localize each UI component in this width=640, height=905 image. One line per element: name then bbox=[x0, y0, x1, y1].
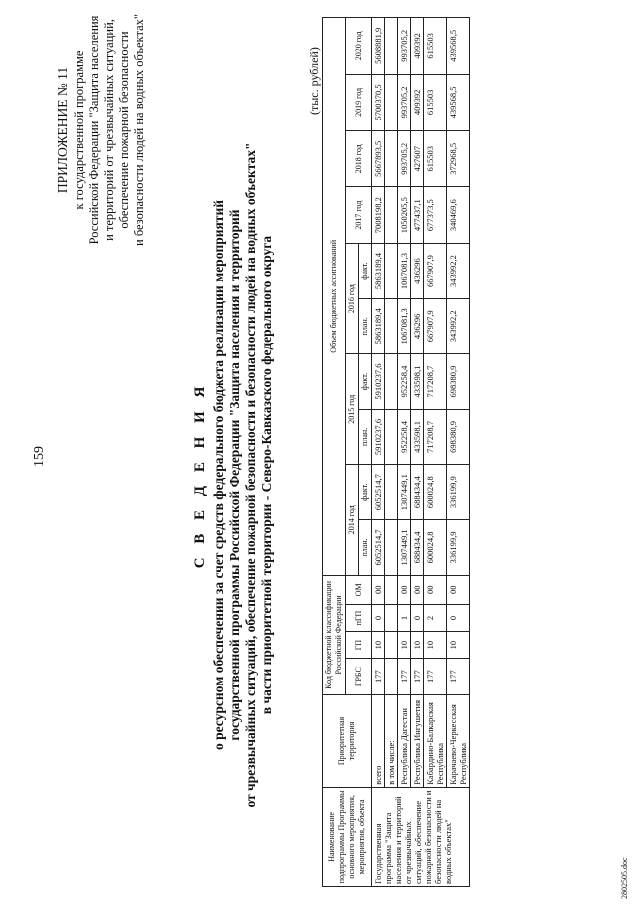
value-cell: 433598,1 bbox=[411, 409, 424, 464]
value-cell: 343992,2 bbox=[447, 299, 470, 354]
territory-cell: в том числе: bbox=[385, 695, 398, 788]
table-row bbox=[398, 18, 411, 887]
value-cell bbox=[385, 187, 398, 243]
om-cell: 00 bbox=[447, 575, 470, 604]
value-cell: 952258,4 bbox=[398, 409, 411, 464]
header-volume: Объем бюджетных ассигнований bbox=[323, 18, 346, 576]
table-row bbox=[411, 18, 424, 887]
value-cell: 615503 bbox=[424, 131, 447, 187]
value-cell: 409392 bbox=[411, 18, 424, 75]
value-cell bbox=[385, 465, 398, 520]
table-row bbox=[424, 18, 447, 887]
header-2017: 2017 год bbox=[346, 187, 372, 243]
value-cell: 5667893,5 bbox=[372, 131, 385, 187]
table-row bbox=[372, 18, 385, 887]
value-cell: 1307449,1 bbox=[398, 520, 411, 575]
territory-cell: Кабардино-Балкарская Республика bbox=[424, 695, 447, 788]
value-cell bbox=[385, 409, 398, 464]
pgp-cell bbox=[385, 604, 398, 631]
table-row bbox=[385, 18, 398, 887]
territory-cell: Республика Ингушетия bbox=[411, 695, 424, 788]
pgp-cell: 0 bbox=[372, 604, 385, 631]
appendix-line: Российской Федерации "Защита населения bbox=[87, 15, 101, 245]
value-cell: 5910237,6 bbox=[372, 409, 385, 464]
value-cell: 667907,9 bbox=[424, 299, 447, 354]
units-label: (тыс. рублей) bbox=[307, 47, 321, 115]
value-cell: 336199,9 bbox=[447, 520, 470, 575]
gp-cell: 10 bbox=[447, 632, 470, 659]
value-cell: 600024,8 bbox=[424, 465, 447, 520]
value-cell: 409392 bbox=[411, 74, 424, 130]
header-2020: 2020 год bbox=[346, 18, 372, 75]
pgp-cell: 0 bbox=[447, 604, 470, 631]
om-cell: 00 bbox=[372, 575, 385, 604]
heading-line: в части приоритетной территории - Северо-Кавказского федерального округа bbox=[259, 235, 274, 715]
om-cell: 00 bbox=[424, 575, 447, 604]
header-grbs: ГРБС bbox=[346, 659, 372, 695]
header-2015: 2015 год bbox=[346, 354, 359, 465]
value-cell: 427607 bbox=[411, 131, 424, 187]
gp-cell: 10 bbox=[411, 632, 424, 659]
value-cell: 433598,1 bbox=[411, 354, 424, 409]
value-cell: 5700370,5 bbox=[372, 74, 385, 130]
file-reference: 2802505.doc bbox=[620, 857, 629, 899]
pgp-cell: 0 bbox=[411, 604, 424, 631]
grbs-cell: 177 bbox=[411, 659, 424, 695]
grbs-cell: 177 bbox=[424, 659, 447, 695]
value-cell: 6052514,7 bbox=[372, 520, 385, 575]
appendix-line: и безопасности людей на водных объектах" bbox=[132, 14, 146, 246]
grbs-cell: 177 bbox=[372, 659, 385, 695]
heading-line: о ресурсном обеспечении за счет средств федерального бюджета реализации мероприятий bbox=[211, 200, 226, 750]
header-plan: план. bbox=[359, 299, 372, 354]
value-cell bbox=[385, 354, 398, 409]
value-cell: 343992,2 bbox=[447, 243, 470, 298]
value-cell: 717208,7 bbox=[424, 354, 447, 409]
value-cell: 993705,2 bbox=[398, 131, 411, 187]
header-2016: 2016 год bbox=[346, 243, 359, 354]
header-name: Наименование подпрограммы Программы основного мероприятия, мероприятия, объекта bbox=[323, 787, 372, 886]
page-number: 159 bbox=[32, 446, 47, 467]
grbs-cell bbox=[385, 659, 398, 695]
program-name: Государственная программа "Защита населения и территорий от чрезвычайных ситуаций, обеспечение пожарной безопасности и безопасности людей на водных объектах" bbox=[372, 787, 470, 886]
value-cell bbox=[385, 74, 398, 130]
value-cell: 7008198,2 bbox=[372, 187, 385, 243]
appendix-line: обеспечение пожарной безопасности bbox=[117, 31, 131, 229]
value-cell: 615503 bbox=[424, 74, 447, 130]
value-cell: 688434,4 bbox=[411, 520, 424, 575]
appendix-line: к государственной программе bbox=[72, 50, 86, 210]
value-cell: 688434,4 bbox=[411, 465, 424, 520]
pgp-cell: 1 bbox=[398, 604, 411, 631]
om-cell: 00 bbox=[411, 575, 424, 604]
appendix-block bbox=[55, 10, 147, 250]
gp-cell bbox=[385, 632, 398, 659]
value-cell: 372968,5 bbox=[447, 131, 470, 187]
value-cell: 698380,9 bbox=[447, 409, 470, 464]
gp-cell: 10 bbox=[424, 632, 447, 659]
value-cell: 340469,6 bbox=[447, 187, 470, 243]
header-om: ОМ bbox=[346, 575, 372, 604]
value-cell: 993705,2 bbox=[398, 18, 411, 75]
value-cell bbox=[385, 299, 398, 354]
header-pgp: пГП bbox=[346, 604, 372, 631]
value-cell: 698380,9 bbox=[447, 354, 470, 409]
budget-table bbox=[322, 17, 470, 887]
value-cell: 600024,8 bbox=[424, 520, 447, 575]
value-cell: 1307449,1 bbox=[398, 465, 411, 520]
value-cell: 6052514,7 bbox=[372, 465, 385, 520]
value-cell: 677373,5 bbox=[424, 187, 447, 243]
value-cell: 439568,5 bbox=[447, 74, 470, 130]
value-cell: 717208,7 bbox=[424, 409, 447, 464]
value-cell: 993705,2 bbox=[398, 74, 411, 130]
value-cell: 1067081,3 bbox=[398, 299, 411, 354]
gp-cell: 10 bbox=[398, 632, 411, 659]
document-heading bbox=[192, 115, 275, 835]
appendix-line: и территорий от чрезвычайных ситуаций, bbox=[102, 19, 116, 241]
value-cell: 952258,4 bbox=[398, 354, 411, 409]
pgp-cell: 2 bbox=[424, 604, 447, 631]
territory-cell: Карачаево-Черкесская Республика bbox=[447, 695, 470, 788]
gp-cell: 10 bbox=[372, 632, 385, 659]
heading-line: от чрезвычайных ситуаций, обеспечение пожарной безопасности и безопасности людей на водных объектах" bbox=[243, 142, 258, 808]
value-cell bbox=[385, 243, 398, 298]
header-budget-code: Код бюджетной классификации Российской Федерации bbox=[323, 575, 346, 695]
om-cell: 00 bbox=[398, 575, 411, 604]
value-cell: 615503 bbox=[424, 18, 447, 75]
value-cell: 1050205,5 bbox=[398, 187, 411, 243]
value-cell: 436296 bbox=[411, 299, 424, 354]
value-cell: 1067081,3 bbox=[398, 243, 411, 298]
value-cell: 439568,5 bbox=[447, 18, 470, 75]
grbs-cell: 177 bbox=[447, 659, 470, 695]
header-fact: факт. bbox=[359, 243, 372, 298]
grbs-cell: 177 bbox=[398, 659, 411, 695]
table-row bbox=[447, 18, 470, 887]
value-cell: 436296 bbox=[411, 243, 424, 298]
value-cell: 5910237,6 bbox=[372, 354, 385, 409]
value-cell bbox=[385, 18, 398, 75]
header-gp: ГП bbox=[346, 632, 372, 659]
om-cell bbox=[385, 575, 398, 604]
header-plan: план. bbox=[359, 520, 372, 575]
value-cell: 667907,9 bbox=[424, 243, 447, 298]
header-2018: 2018 год bbox=[346, 131, 372, 187]
value-cell: 5863189,4 bbox=[372, 243, 385, 298]
appendix-title: ПРИЛОЖЕНИЕ № 11 bbox=[55, 66, 70, 194]
value-cell: 336199,9 bbox=[447, 465, 470, 520]
header-territory: Приоритетная территория bbox=[323, 695, 372, 788]
header-2019: 2019 год bbox=[346, 74, 372, 130]
header-2014: 2014 год bbox=[346, 465, 359, 576]
territory-cell: Республика Дагестан bbox=[398, 695, 411, 788]
value-cell: 5608881,9 bbox=[372, 18, 385, 75]
territory-cell: всего bbox=[372, 695, 385, 788]
value-cell bbox=[385, 131, 398, 187]
heading-title: С В Е Д Е Н И Я bbox=[192, 381, 208, 569]
header-fact: факт. bbox=[359, 354, 372, 409]
value-cell: 5863189,4 bbox=[372, 299, 385, 354]
heading-line: государственной программы Российской Федерации "Защита населения и территорий bbox=[227, 209, 242, 741]
header-plan: план. bbox=[359, 409, 372, 464]
header-fact: факт. bbox=[359, 465, 372, 520]
value-cell bbox=[385, 520, 398, 575]
value-cell: 477437,1 bbox=[411, 187, 424, 243]
